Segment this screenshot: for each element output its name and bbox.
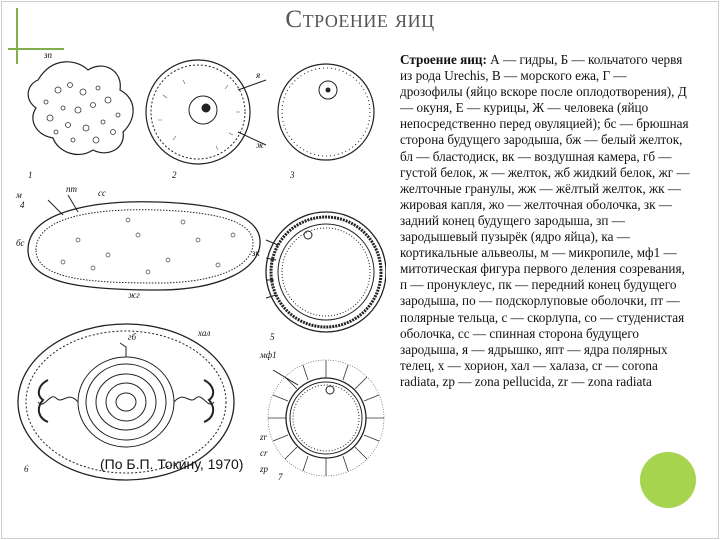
figure-description (400, 52, 692, 390)
label-zhg: жг (128, 290, 140, 300)
label-zk: зк (252, 248, 260, 258)
label-pt: пт (66, 184, 77, 194)
egg-hydra-drawing (28, 62, 133, 155)
label-5: 5 (270, 332, 275, 342)
decorative-green-circle (640, 452, 696, 508)
slide-title: Строение яиц (285, 6, 435, 33)
description-lead: Строение яиц: (400, 52, 487, 67)
description-body: А — гидры, Б — кольчатого червя из рода Urechis, В — морского ежа, Г — дрозофилы (яйцо вскоре после оплодотворения), Д — окуня, Е — курицы, Ж — человека (яйцо непосредственно перед овуляцией); бс — брюшная сторона будущего зародыша, бж — белый желток, бл — бластодиск, вк — воздушная камера, гб — густой белок, ж — желток, жб жидкий белок, жг — желточные гранулы, жж — жёлтый желток, жк — жировая капля, жо — желточная оболочка, зк — задний конец будущего зародыша, зп — зародышевый пузырёк (ядро яйца), ка — кортикальные альвеолы, м — микропиле, мф1 — митотическая фигура первого деления созревания, п — пронуклеус, пк — передний конец будущего зародыша, по — подскорлуповые оболочки, пт — полярные тельца, с — скорлупа, со — студенистая оболочка, сс — спинная сторона будущего зародыша, я — ядрышко, япт — ядра полярных телец, х — хорион, хал — халаза, cr — corona radiata, zp — zona pellucida, zr — zona radiata (400, 52, 690, 389)
label-bs: бс (16, 238, 25, 248)
label-cr: cr (260, 448, 268, 458)
source-caption: (По Б.П. Токину, 1970) (100, 456, 244, 472)
label-zr: zr (260, 432, 268, 442)
label-ya: я (256, 70, 261, 80)
label-zh: ж (256, 140, 265, 150)
label-2: 2 (172, 170, 177, 180)
label-1: 1 (28, 170, 33, 180)
label-7: 7 (278, 472, 283, 482)
label-zpl: zp (260, 464, 269, 474)
egg-urechis-drawing (146, 60, 266, 164)
egg-sea-urchin-drawing (278, 64, 374, 160)
label-mf1: мф1 (260, 350, 277, 360)
egg-human-drawing (268, 360, 384, 476)
label-ss: сс (98, 188, 106, 198)
egg-structure-figure (8, 40, 386, 492)
label-6: 6 (24, 464, 29, 474)
label-gb: гб (128, 332, 137, 342)
egg-drosophila-drawing (28, 195, 260, 290)
label-4: 4 (20, 200, 25, 210)
egg-perch-drawing (266, 212, 386, 332)
label-hal: хал (198, 328, 211, 338)
label-zp-a: зп (44, 50, 53, 60)
label-3: 3 (290, 170, 295, 180)
label-m: м (16, 190, 22, 200)
